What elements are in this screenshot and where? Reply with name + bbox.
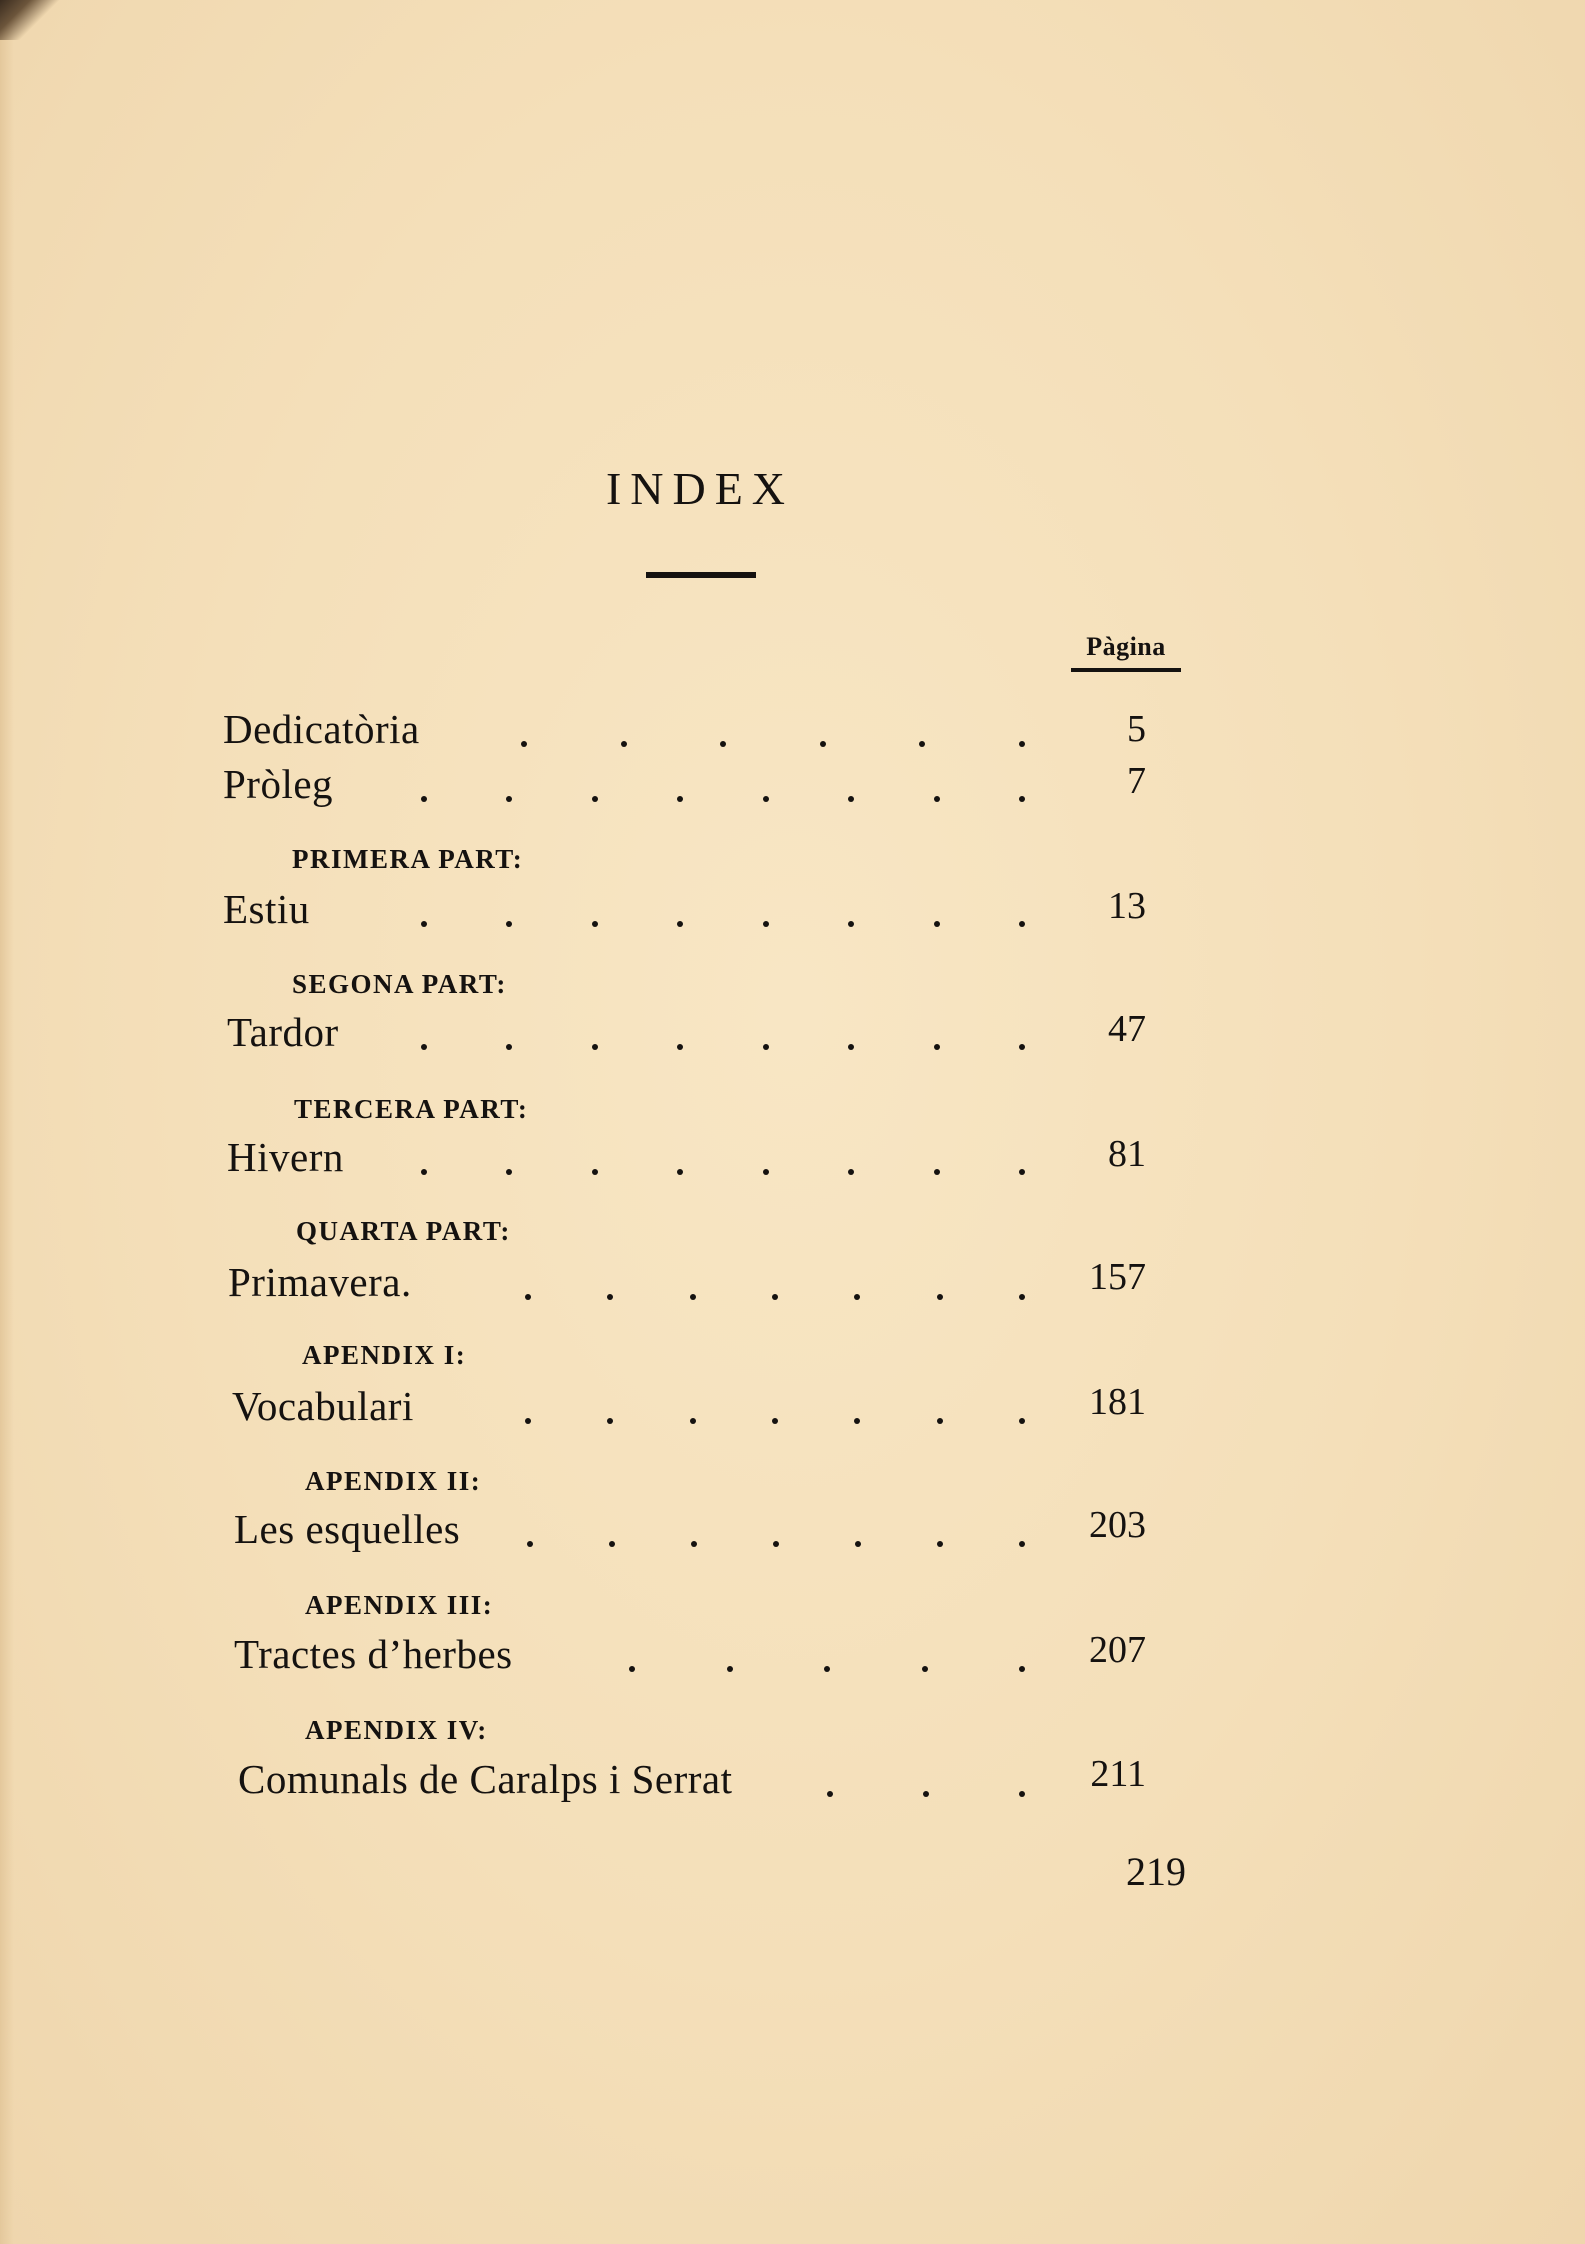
toc-entry-page: 181 (1089, 1381, 1146, 1423)
leader-dot (923, 1791, 929, 1797)
toc-entry-title: Hivern (227, 1134, 344, 1180)
page-column-rule (1071, 668, 1181, 672)
leader-dot (525, 1418, 531, 1424)
page-title: INDEX (605, 463, 795, 514)
toc-section-label: QUARTA PART: (296, 1216, 511, 1246)
leader-dot (527, 1541, 533, 1547)
leader-dot (421, 921, 427, 927)
dot-leaders (421, 762, 1025, 802)
leader-dot (592, 921, 598, 927)
toc-entry-title: Les esquelles (234, 1506, 461, 1552)
leader-dot (848, 921, 854, 927)
leader-dot (937, 1294, 943, 1300)
leader-dot (934, 796, 940, 802)
leader-dot (1019, 1541, 1025, 1547)
leader-dot (691, 1541, 697, 1547)
leader-dot (506, 921, 512, 927)
leader-dot (592, 1169, 598, 1175)
page-edge (0, 0, 14, 2244)
leader-dot (629, 1666, 635, 1672)
leader-dot (827, 1791, 833, 1797)
toc-section-label: SEGONA PART: (292, 969, 507, 999)
leader-dot (1019, 1666, 1025, 1672)
leader-dot (922, 1666, 928, 1672)
leader-dot (934, 1169, 940, 1175)
leader-dot (763, 1169, 769, 1175)
dot-leaders (525, 1260, 1025, 1300)
leader-dot (506, 1044, 512, 1050)
leader-dot (607, 1294, 613, 1300)
dot-leaders (421, 1135, 1025, 1175)
toc-entry-title: Comunals de Caralps i Serrat (238, 1756, 733, 1802)
leader-dot (1019, 1044, 1025, 1050)
leader-dot (1019, 741, 1025, 747)
leader-dot (506, 1169, 512, 1175)
leader-dot (727, 1666, 733, 1672)
toc-entry-page: 81 (1108, 1133, 1146, 1175)
dot-leaders (527, 1507, 1025, 1547)
toc-entry-title: Estiu (223, 886, 310, 932)
leader-dot (421, 796, 427, 802)
leader-dot (421, 1044, 427, 1050)
toc-entry-page: 157 (1089, 1256, 1146, 1298)
leader-dot (421, 1169, 427, 1175)
leader-dot (937, 1418, 943, 1424)
leader-dot (525, 1294, 531, 1300)
leader-dot (720, 741, 726, 747)
dot-leaders (827, 1757, 1025, 1797)
leader-dot (937, 1541, 943, 1547)
leader-dot (824, 1666, 830, 1672)
toc-entry-title: Vocabulari (232, 1383, 414, 1429)
dot-leaders (421, 887, 1025, 927)
leader-dot (848, 1169, 854, 1175)
dot-leaders (521, 707, 1025, 747)
toc-entry-page: 5 (1127, 708, 1146, 750)
leader-dot (592, 796, 598, 802)
toc-entry-page: 7 (1127, 760, 1146, 802)
page-number: 219 (1126, 1849, 1186, 1894)
dot-leaders (629, 1632, 1025, 1672)
toc-section-label: PRIMERA PART: (292, 844, 524, 874)
toc-entry-title: Tardor (227, 1009, 339, 1055)
leader-dot (855, 1541, 861, 1547)
leader-dot (772, 1418, 778, 1424)
leader-dot (1019, 1418, 1025, 1424)
leader-dot (1019, 796, 1025, 802)
leader-dot (690, 1294, 696, 1300)
leader-dot (1019, 921, 1025, 927)
leader-dot (848, 1044, 854, 1050)
leader-dot (607, 1418, 613, 1424)
leader-dot (934, 921, 940, 927)
leader-dot (919, 741, 925, 747)
leader-dot (1019, 1294, 1025, 1300)
leader-dot (854, 1418, 860, 1424)
leader-dot (621, 741, 627, 747)
leader-dot (677, 921, 683, 927)
leader-dot (772, 1294, 778, 1300)
page-column-header: Pàgina (1086, 632, 1166, 661)
toc-entry-title: Tractes d’herbes (234, 1631, 513, 1677)
leader-dot (820, 741, 826, 747)
leader-dot (521, 741, 527, 747)
toc-section-label: TERCERA PART: (294, 1094, 529, 1124)
leader-dot (763, 796, 769, 802)
leader-dot (1019, 1791, 1025, 1797)
toc-entry-page: 207 (1089, 1629, 1146, 1671)
leader-dot (773, 1541, 779, 1547)
title-rule (646, 572, 756, 578)
toc-entry-title: Pròleg (223, 761, 334, 807)
toc-section-label: APENDIX IV: (305, 1715, 488, 1745)
leader-dot (609, 1541, 615, 1547)
leader-dot (677, 1044, 683, 1050)
leader-dot (934, 1044, 940, 1050)
torn-corner (0, 0, 60, 40)
leader-dot (690, 1418, 696, 1424)
leader-dot (854, 1294, 860, 1300)
toc-entry-page: 203 (1089, 1504, 1146, 1546)
toc-section-label: APENDIX III: (305, 1590, 494, 1620)
leader-dot (677, 1169, 683, 1175)
toc-entry-page: 47 (1108, 1008, 1146, 1050)
toc-section-label: APENDIX I: (302, 1340, 467, 1370)
leader-dot (763, 1044, 769, 1050)
dot-leaders (421, 1010, 1025, 1050)
toc-entry-title: Primavera. (228, 1259, 412, 1305)
leader-dot (592, 1044, 598, 1050)
toc-entry-title: Dedicatòria (223, 706, 420, 752)
toc-entry-page: 13 (1108, 885, 1146, 927)
toc-section-label: APENDIX II: (305, 1466, 482, 1496)
leader-dot (506, 796, 512, 802)
toc-entry-page: 211 (1090, 1753, 1146, 1795)
leader-dot (763, 921, 769, 927)
leader-dot (848, 796, 854, 802)
dot-leaders (525, 1384, 1025, 1424)
leader-dot (677, 796, 683, 802)
leader-dot (1019, 1169, 1025, 1175)
